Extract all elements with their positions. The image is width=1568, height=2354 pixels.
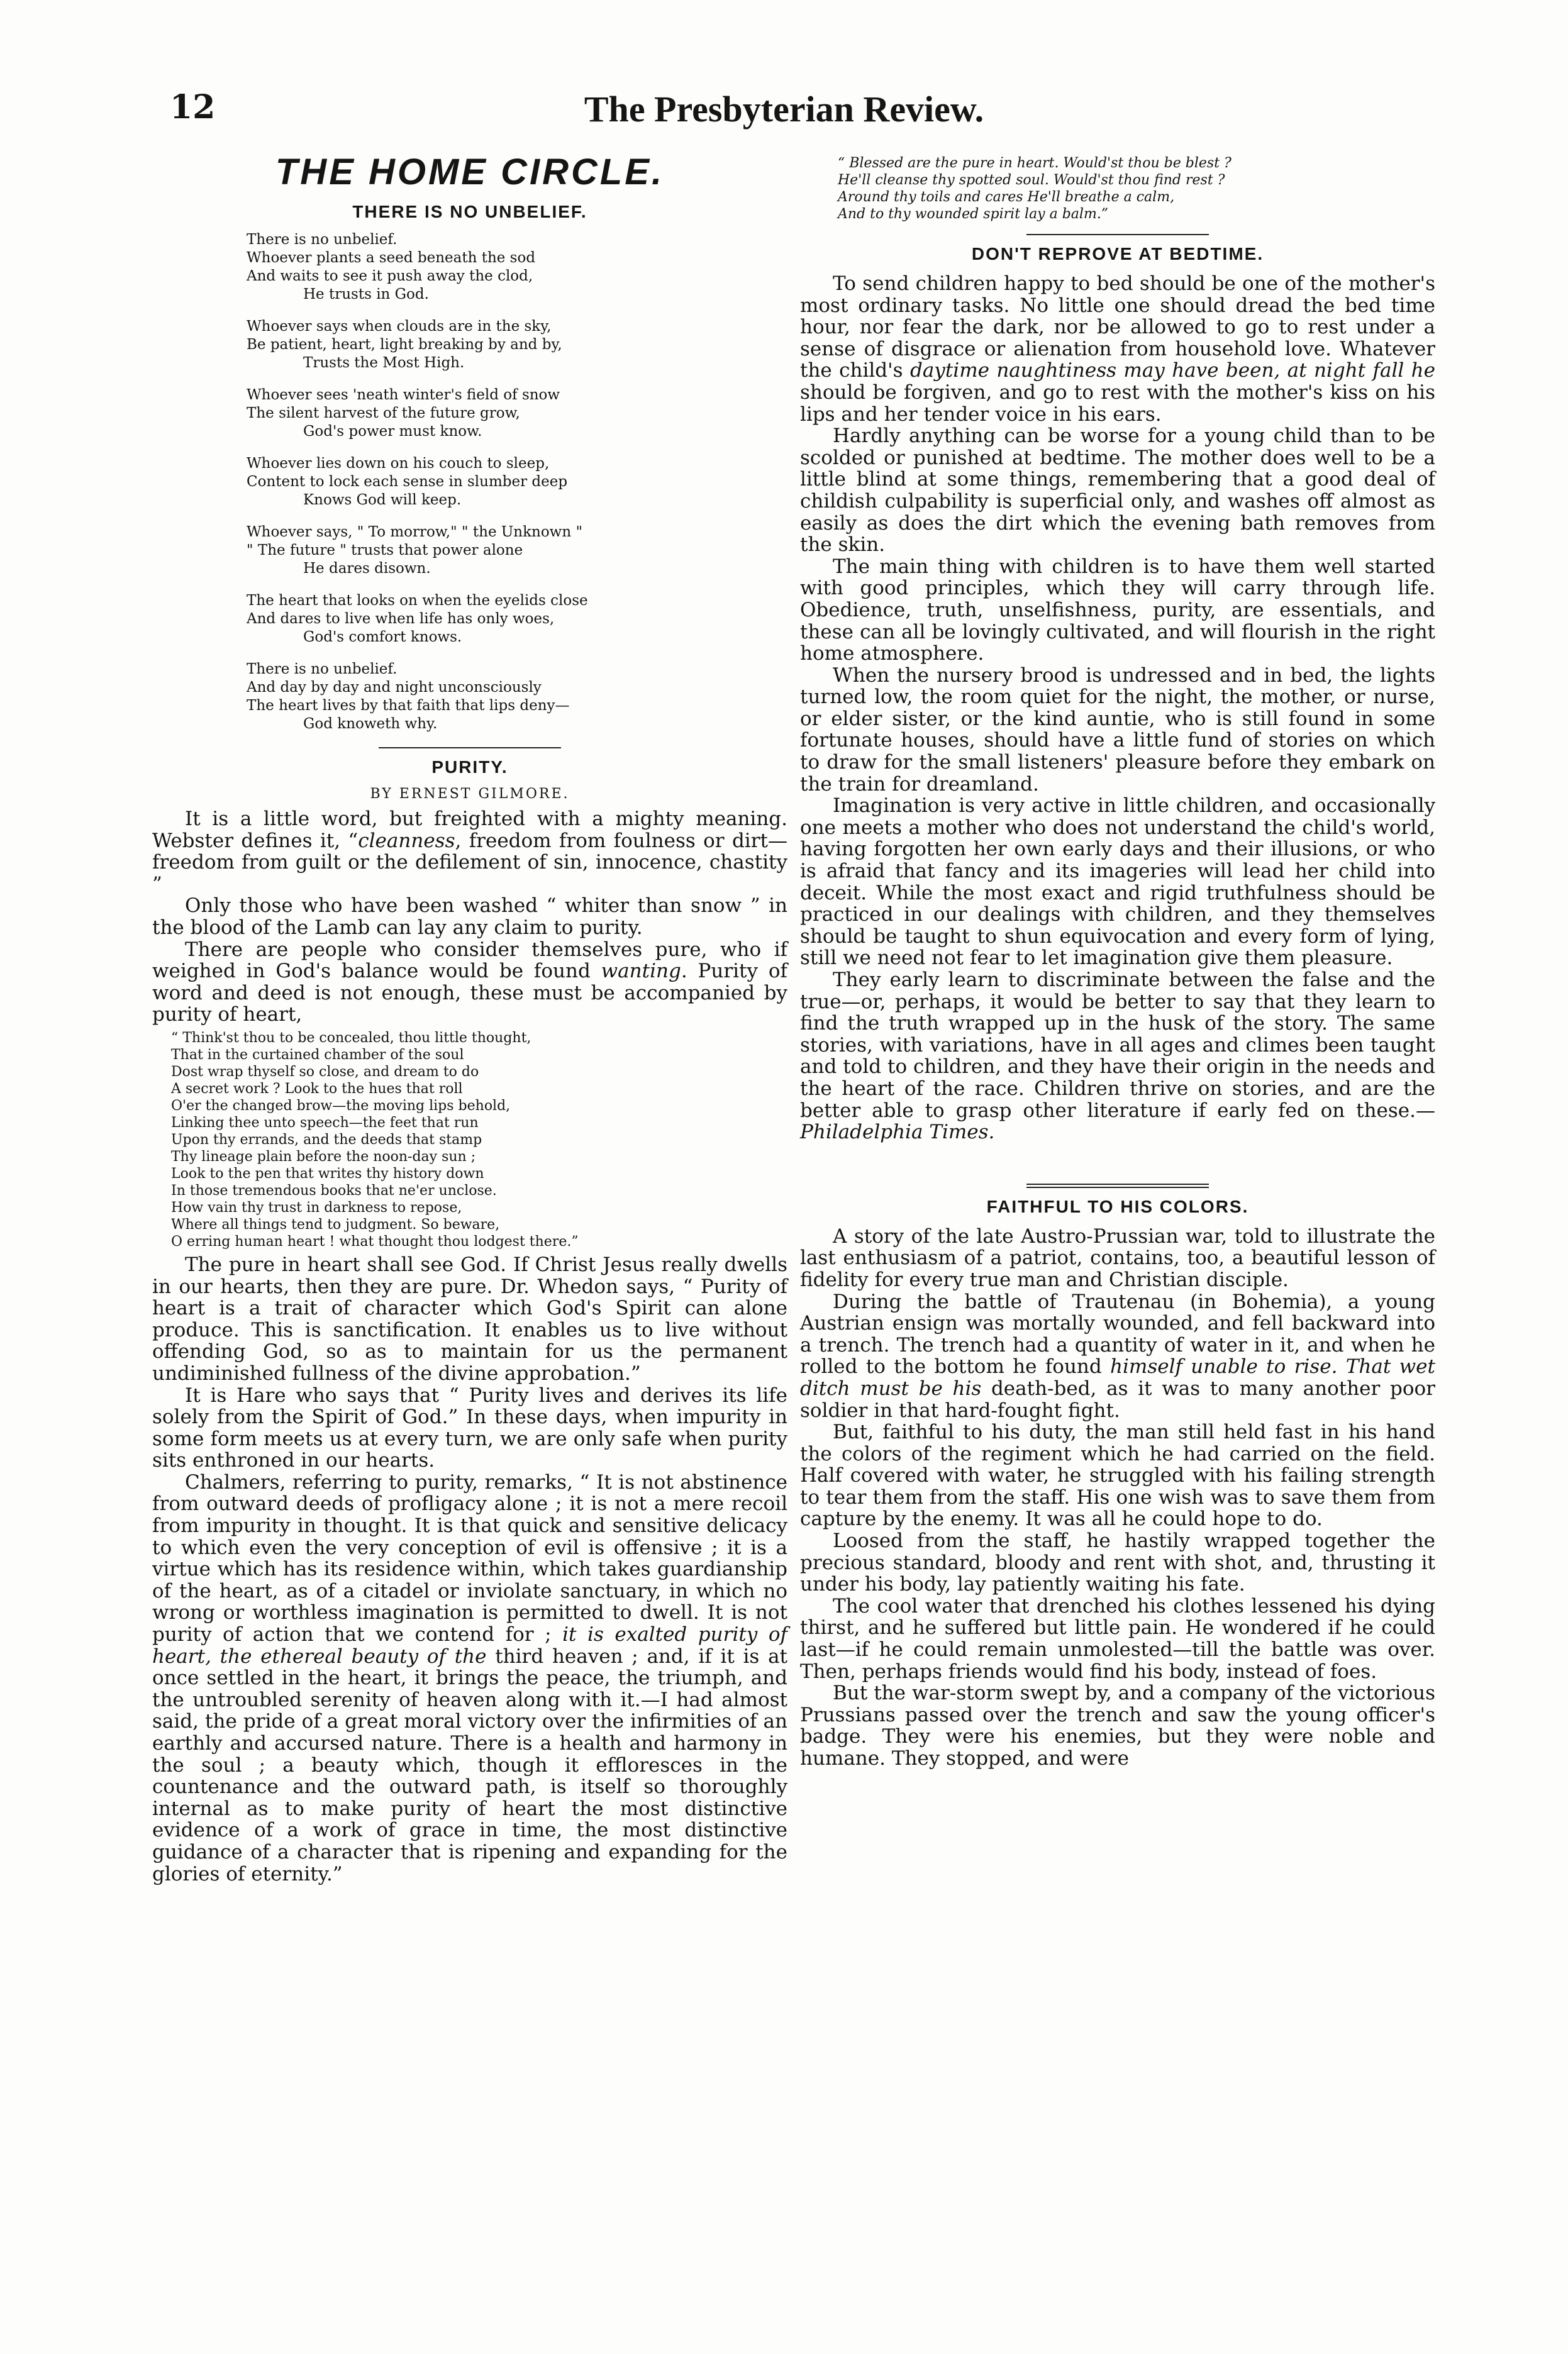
divider <box>1026 234 1209 235</box>
paragraph: Imagination is very active in little children, and occasionally one meets a mother who does not understand the child's world, having forgotten her own early days and their illusions, or who is afraid that fancy and its imageries will lead her child into deceit. While the most exact and rigid truthfulness should be practiced in our dealings with children, and they themselves should be taught to shun equivocation and every form of lying, still we need not fear to let imagination give them pleasure. <box>800 794 1435 970</box>
page-header <box>0 0 1568 164</box>
verse-line: In those tremendous books that ne'er unclose. <box>171 1182 497 1199</box>
verse-line: “ Think'st thou to be concealed, thou little thought, <box>171 1030 531 1046</box>
poem-line: And waits to see it push away the clod, <box>247 268 533 284</box>
poem-line: Knows God will keep. <box>303 492 462 508</box>
article-title-purity: PURITY. <box>431 757 508 777</box>
divider <box>1026 1184 1209 1188</box>
paragraph: The main thing with children is to have them well started with good principles, which they will carry through life. Obedience, truth, unselfishness, purity, are essentials, and these can all be lovingly cultivated, and will flourish in the right home atmosphere. <box>800 555 1435 665</box>
verse-line: Around thy toils and cares He'll breathe a calm, <box>838 189 1175 205</box>
paragraph: Only those who have been washed “ whiter than snow ” in the blood of the Lamb can lay any claim to purity. <box>152 894 787 939</box>
poem-title: THERE IS NO UNBELIEF. <box>352 202 587 221</box>
poem-line: And dares to live when life has only woes, <box>247 611 555 627</box>
paragraph: The cool water that drenched his clothes lessened his dying thirst, and he suffered but little pain. He wondered if he could last—if he could remain unmolested—till the battle was over. Then, perhaps friends would find his body, instead of foes. <box>800 1594 1435 1683</box>
article-title-bedtime: DON'T REPROVE AT BEDTIME. <box>971 244 1264 264</box>
poem-line: The heart that looks on when the eyelids close <box>247 592 588 609</box>
paragraph: It is Hare who says that “ Purity lives and derives its life solely from the Spirit of God.” In these days, when impurity in some form meets us at every turn, we are only safe when purity sits enthroned in our hearts. <box>152 1384 787 1472</box>
poem-line: Whoever lies down on his couch to sleep, <box>247 455 550 472</box>
masthead: The Presbyterian Review. <box>584 89 984 130</box>
poem-stanza <box>247 455 787 509</box>
poem-ending <box>838 155 1435 223</box>
poem-line: The heart lives by that faith that lips deny— <box>247 697 570 714</box>
paragraph: Chalmers, referring to purity, remarks, “ It is not abstinence from outward deeds of profligacy alone ; it is not a mere recoil from impurity in thought. It is that quick and sensitive delicacy to which even the very conception of evil is offensive ; it is a virtue which has its residence within, which takes guardianship of the heart, as of a citadel or inviolate sanctuary, in which no wrong or worthless imagination is permitted to dwell. It is not purity of action that we contend for ; it is exalted purity of heart, the ethereal beauty of the third heaven ; and, if it is at once settled in the heart, it brings the peace, the triumph, and the untroubled serenity of heaven along with it.—I had almost said, the pride of a great moral victory over the infirmities of an earthly and accursed nature. There is a health and harmony in the soul ; a beauty which, though it effloresces in the countenance and the outward path, is itself so thoroughly internal as to make purity of heart the most distinctive evidence of a work of grace in time, the most distinctive guidance of a character that is ripening and expanding for the glories of eternity.” <box>152 1470 788 1885</box>
poem-line: Content to lock each sense in slumber deep <box>247 474 568 490</box>
poem-line: Whoever plants a seed beneath the sod <box>247 250 536 266</box>
verse-line: Thy lineage plain before the noon-day sun ; <box>171 1148 476 1165</box>
poem-line: And day by day and night unconsciously <box>247 679 542 696</box>
verse-line: Where all things tend to judgment. So beware, <box>171 1216 500 1233</box>
paragraph: When the nursery brood is undressed and in bed, the lights turned low, the room quiet for the night, the mother, or nurse, or elder sister, or the kind auntie, who is still found in some fortunate houses, should have a little fund of stories on which to draw for the small listeners' pleasure before they embark on the train for dreamland. <box>800 663 1435 796</box>
paragraph: The pure in heart shall see God. If Christ Jesus really dwells in our hearts, then they are pure. Dr. Whedon says, “ Purity of heart is a trait of character which God's Spirit can alone produce. This is sanctification. It enables us to live without offending God, so as to maintain for us the permanent undiminished fullness of the divine approbation.” <box>152 1253 787 1385</box>
poem-stanza <box>247 660 787 733</box>
paragraph: To send children happy to bed should be one of the mother's most ordinary tasks. No little one should dread the bed time hour, nor fear the dark, nor be allowed to go to rest under a sense of disgrace or alienation from household love. Whatever the child's daytime naughtiness may have been, at night fall he should be forgiven, and go to rest with the mother's kiss on his lips and her tender voice in his ears. <box>800 272 1435 426</box>
paragraph: They early learn to discriminate between the false and the true—or, perhaps, it would be better to say that they learn to find the truth wrapped up in the husk of the story. The same stories, with variations, have in all ages and climes been taught and told to children, and they have their origin in the needs and the heart of the race. Children thrive on stories, and are the better able to grasp other literature if early fed on these.—Philadelphia Times. <box>800 969 1435 1144</box>
poem-line: Whoever says when clouds are in the sky, <box>247 318 552 335</box>
verse-line: “ Blessed are the pure in heart. Would'st thou be blest ? <box>838 155 1232 171</box>
quoted-verse <box>171 1030 787 1250</box>
poem-line: Whoever sees 'neath winter's field of snow <box>247 387 560 403</box>
source-credit: Philadelphia Times. <box>800 1121 995 1144</box>
article-title-colors: FAITHFUL TO HIS COLORS. <box>986 1196 1249 1216</box>
poem-line: Trusts the Most High. <box>303 355 465 371</box>
poem-line: The silent harvest of the future grow, <box>247 405 520 421</box>
byline: BY ERNEST GILMORE. <box>370 786 570 802</box>
poem-line: There is no unbelief. <box>247 231 398 248</box>
verse-line: O erring human heart ! what thought thou lodgest there.” <box>171 1233 579 1250</box>
poem-stanza <box>247 523 787 578</box>
verse-line: O'er the changed brow—the moving lips behold, <box>171 1097 511 1114</box>
verse-line: A secret work ? Look to the hues that roll <box>171 1080 463 1097</box>
poem-line: God's power must know. <box>303 423 482 440</box>
verse-line: And to thy wounded spirit lay a balm.” <box>838 206 1109 222</box>
verse-line: Linking thee unto speech—the feet that run <box>171 1114 479 1131</box>
paragraph: But, faithful to his duty, the man still held fast in his hand the colors of the regiment which he had carried on the field. Half covered with water, he struggled with his failing strength to tear them from the staff. His one wish was to save them from capture by the enemy. It was all he could hope to do. <box>800 1421 1435 1531</box>
verse-line: Look to the pen that writes thy history down <box>171 1165 484 1182</box>
poem-there-is-no-unbelief <box>247 231 787 733</box>
paragraph: During the battle of Trautenau (in Bohemia), a young Austrian ensign was mortally wounded, and fell backward into a trench. The trench had a quantity of water in it, and when he rolled to the bottom he found himself unable to rise. That wet ditch must be his death-bed, as it was to many another poor soldier in that hard-fought fight. <box>800 1290 1435 1422</box>
poem-line: " The future " trusts that power alone <box>247 542 523 558</box>
poem-line: God's comfort knows. <box>303 629 462 645</box>
divider <box>379 747 561 748</box>
poem-line: God knoweth why. <box>303 716 438 732</box>
verse-line: That in the curtained chamber of the soul <box>171 1047 464 1063</box>
verse-line: Dost wrap thyself so close, and dream to do <box>171 1063 479 1080</box>
verse-line: He'll cleanse thy spotted soul. Would'st thou find rest ? <box>838 172 1225 188</box>
paragraph: But the war-storm swept by, and a company of the victorious Prussians passed over the trench and saw the young officer's badge. They were his enemies, but they were noble and humane. They stopped, and were <box>800 1682 1435 1770</box>
verse-line: Upon thy errands, and the deeds that stamp <box>171 1131 482 1148</box>
page-number: 12 <box>170 88 216 126</box>
poem-stanza <box>247 592 787 647</box>
paragraph: A story of the late Austro-Prussian war, told to illustrate the last enthusiasm of a patriot, contains, too, a beautiful lesson of fidelity for every true man and Christian disciple. <box>800 1224 1435 1291</box>
left-column <box>152 151 787 1885</box>
poem-line: He dares disown. <box>303 560 431 577</box>
poem-line: Be patient, heart, light breaking by and by, <box>247 336 562 353</box>
poem-stanza <box>247 231 787 304</box>
right-column <box>800 151 1435 1770</box>
verse-line: How vain thy trust in darkness to repose, <box>171 1199 462 1216</box>
paragraph: Hardly anything can be worse for a young child than to be scolded or punished at bedtime. The mother does well to be a little blind at some things, remembering that a good deal of childish culpability is superficial only, and washes off almost as easily as does the dirt which the evening bath removes from the skin. <box>800 425 1435 557</box>
paragraph: Loosed from the staff, he hastily wrapped together the precious standard, bloody and rent with shot, and, thrusting it under his body, lay patiently waiting his fate. <box>800 1530 1435 1596</box>
poem-line: There is no unbelief. <box>247 661 398 677</box>
poem-stanza <box>247 318 787 372</box>
poem-stanza <box>247 386 787 441</box>
paragraph: There are people who consider themselves pure, who if weighed in God's balance would be found wanting. Purity of word and deed is not enough, these must be accompanied by purity of heart, <box>152 938 787 1026</box>
section-title: THE HOME CIRCLE. <box>275 152 665 192</box>
poem-line: He trusts in God. <box>303 286 429 303</box>
poem-line: Whoever says, " To morrow," " the Unknown " <box>247 524 583 540</box>
paragraph: It is a little word, but freighted with a mighty meaning. Webster defines it, “cleanness, freedom from foulness or dirt—freedom from guilt or the defilement of sin, innocence, chastity ” <box>152 808 788 896</box>
